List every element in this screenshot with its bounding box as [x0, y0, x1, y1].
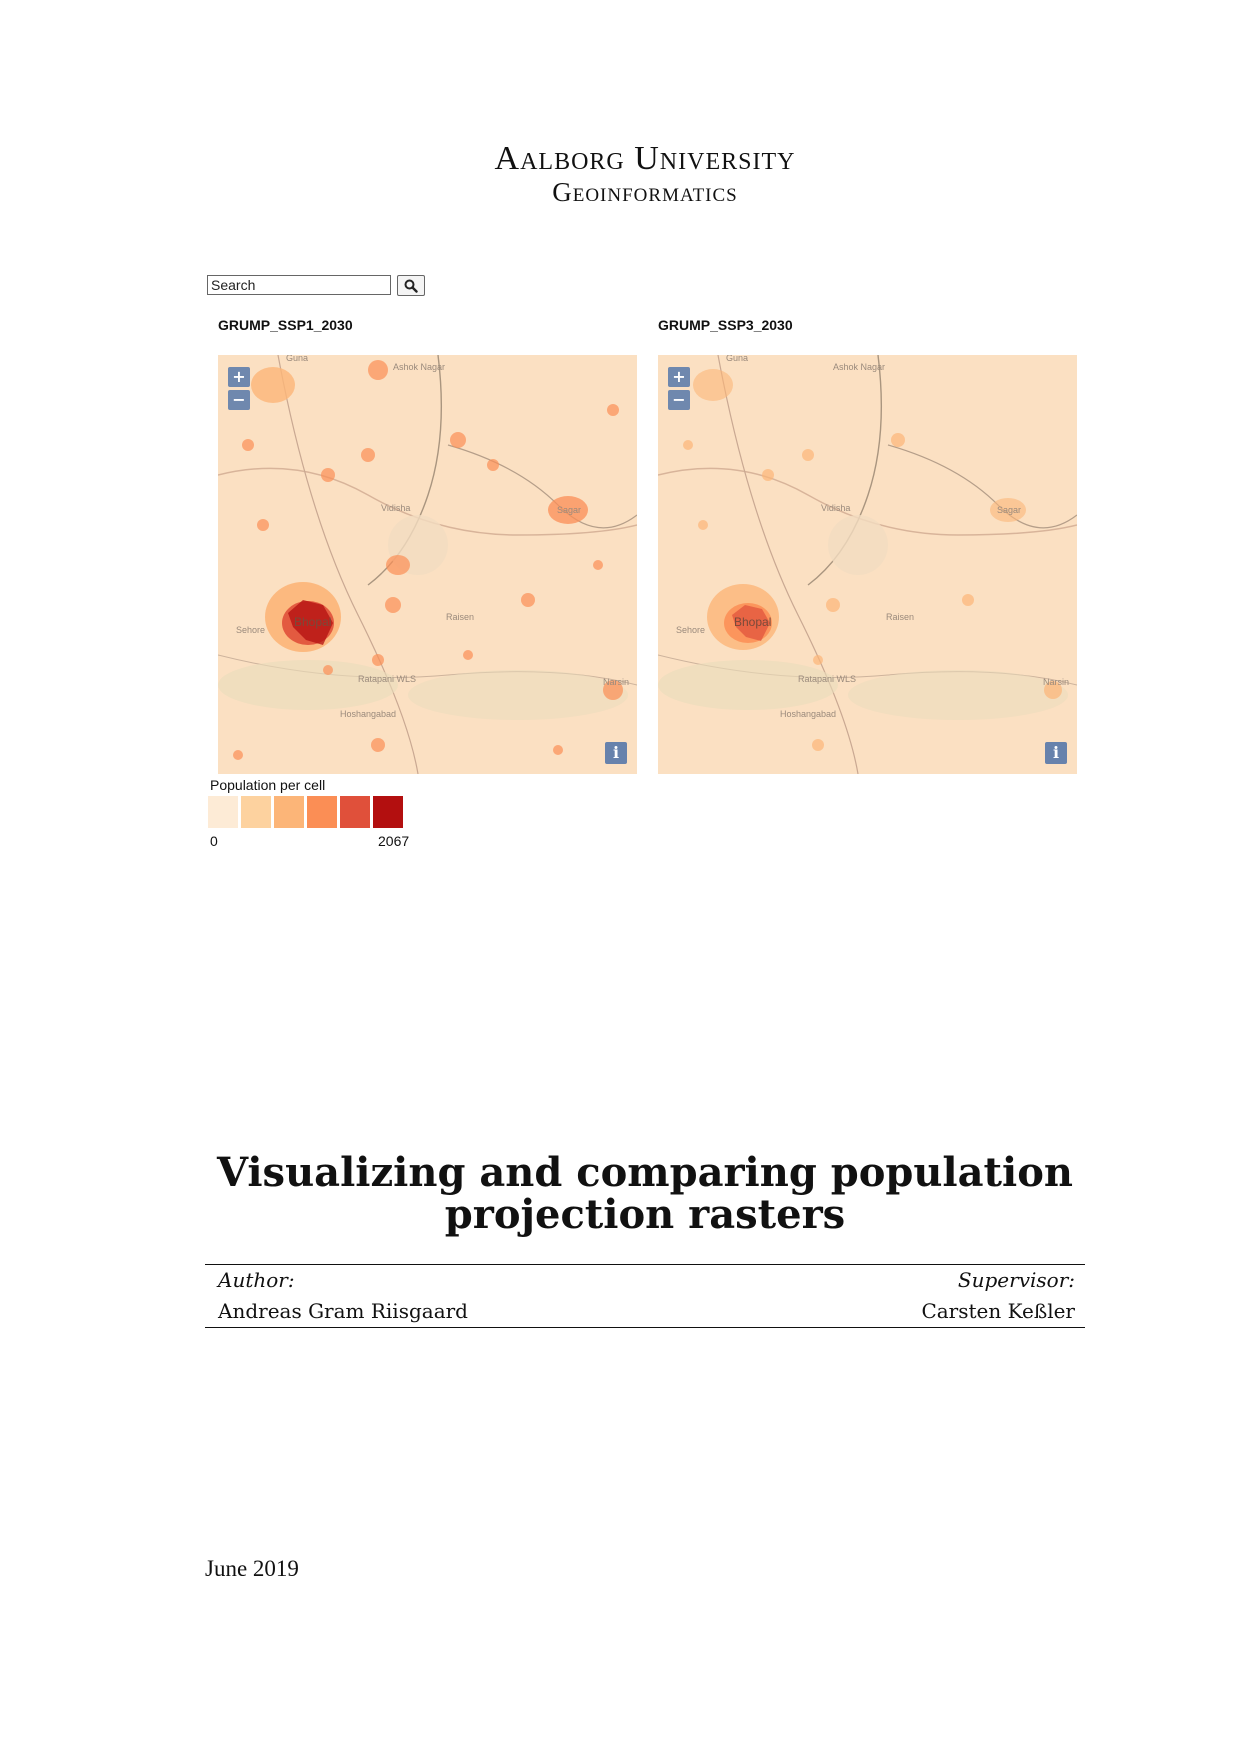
zoom-out-button[interactable]: − — [668, 390, 690, 410]
map-right-label-guna: Guna — [726, 355, 749, 363]
map-right-label-sehore: Sehore — [676, 625, 706, 635]
map-right-raster — [658, 355, 1077, 774]
info-button[interactable]: i — [1045, 742, 1067, 764]
legend-swatch-4 — [307, 796, 337, 828]
map-right-label-sagar: Sagar — [997, 505, 1022, 515]
legend-swatch-1 — [208, 796, 238, 828]
author-role: Author: — [218, 1268, 295, 1292]
supervisor-name: Carsten Keßler — [921, 1299, 1075, 1323]
bottom-rule — [205, 1327, 1085, 1328]
legend-swatch-2 — [241, 796, 271, 828]
department-name: Geoinformatics — [552, 177, 738, 207]
search-button[interactable] — [397, 275, 425, 296]
legend-swatch-6 — [373, 796, 403, 828]
map-right-label-narsin: Narsin — [1043, 677, 1070, 687]
search-icon — [404, 279, 418, 293]
university-name: Aalborg University — [494, 140, 796, 177]
map-left-label-vidisha: Vidisha — [381, 503, 411, 513]
legend-swatch-3 — [274, 796, 304, 828]
map-right-label-raisen: Raisen — [886, 612, 915, 622]
map-left-label-sagar: Sagar — [557, 505, 582, 515]
map-left-label-hoshangabad: Hoshangabad — [340, 709, 397, 719]
map-right-label-ashok-nagar: Ashok Nagar — [833, 362, 886, 372]
map-left-raster — [218, 355, 637, 774]
map-left-label-guna: Guna — [286, 355, 309, 363]
zoom-in-button[interactable]: + — [228, 367, 250, 387]
map-right-label-vidisha: Vidisha — [821, 503, 851, 513]
legend-swatches — [208, 796, 403, 828]
map-right[interactable] — [658, 355, 1077, 774]
author-name: Andreas Gram Riisgaard — [218, 1299, 468, 1323]
map-left-label-ashok-nagar: Ashok Nagar — [393, 362, 446, 372]
legend-title: Population per cell — [210, 777, 326, 793]
map-title-right: GRUMP_SSP3_2030 — [658, 317, 793, 333]
map-left-label-raisen: Raisen — [446, 612, 475, 622]
title-line-2: projection rasters — [444, 1191, 846, 1238]
zoom-out-button[interactable]: − — [228, 390, 250, 410]
supervisor-role: Supervisor: — [957, 1268, 1075, 1292]
info-button[interactable]: i — [605, 742, 627, 764]
map-left[interactable] — [218, 355, 637, 774]
map-right-label-bhopal: Bhopal — [734, 615, 772, 629]
map-left-label-bhopal: Bhopal — [294, 615, 332, 629]
map-title-left: GRUMP_SSP1_2030 — [218, 317, 353, 333]
map-left-label-narsin: Narsin — [603, 677, 630, 687]
top-rule — [205, 1264, 1085, 1265]
map-right-label-ratapani: Ratapani WLS — [798, 674, 857, 684]
map-right-label-hoshangabad: Hoshangabad — [780, 709, 837, 719]
date: June 2019 — [205, 1556, 299, 1581]
zoom-in-button[interactable]: + — [668, 367, 690, 387]
legend-min: 0 — [210, 833, 218, 849]
document-title — [0, 1149, 1241, 1238]
map-left-label-sehore: Sehore — [236, 625, 266, 635]
legend-swatch-5 — [340, 796, 370, 828]
search-input[interactable]: Search — [207, 275, 391, 295]
map-left-label-ratapani: Ratapani WLS — [358, 674, 417, 684]
title-line-1: Visualizing and comparing population — [217, 1149, 1073, 1196]
legend-max: 2067 — [378, 833, 410, 849]
